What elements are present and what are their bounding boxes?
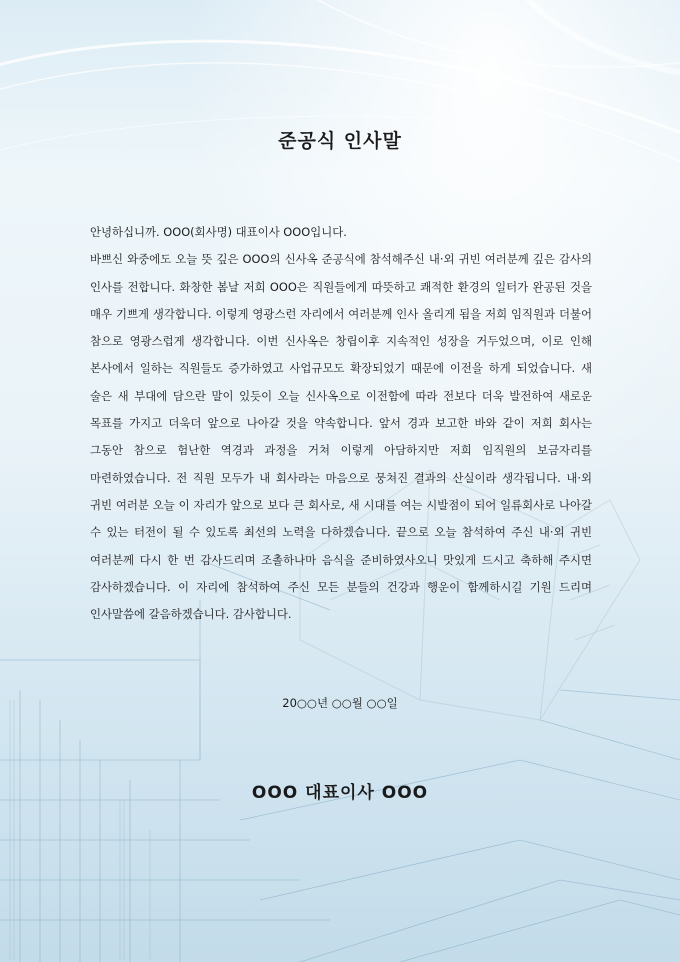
signature-line: OOO 대표이사 OOO (251, 783, 429, 803)
letter-body (90, 219, 592, 628)
date-line: 20○○년 ○○월 ○○일 (282, 696, 398, 710)
greeting-line: 안녕하십니까. OOO(회사명) 대표이사 OOO입니다. (90, 225, 347, 239)
body-paragraph: 바쁘신 와중에도 오늘 뜻 깊은 OOO의 신사옥 준공식에 참석해주신 내·외 귀빈 여러분께 깊은 감사의 인사를 전합니다. 화창한 봄날 저희 OOO은 직원들에게 따뜻하고 쾌적한 환경의 일터가 완공된 것을 매우 기쁘게 생각합니다. 이렇게 영광스런 자리에서 여러분께 인사 올리게 됨을 저희 임직원과 더불어 참으로 영광스럽게 생각합니다. 이번 신사옥은 창립이후 지속적인 성장을 거두었으며, 이로 인해 본사에서 일하는 직원들도 증가하였고 사업규모도 확장되었기 때문에 이전을 하게 되었습니다. 새 술은 새 부대에 담으란 말이 있듯이 오늘 신사옥으로 이전함에 따라 전보다 더욱 발전하여 새로운 목표를 가지고 더욱더 앞으로 나아갈 것을 약속합니다. 앞서 경과 보고한 바와 같이 저희 회사는 그동안 참으로 험난한 역경과 과정을 거쳐 이렇게 아담하지만 저희 임직원의 보금자리를 마련하였습니다. 전 직원 모두가 내 회사라는 마음으로 뭉쳐진 결과의 산실이라 생각됩니다. 내·외 귀빈 여러분 오늘 이 자리가 앞으로 보다 큰 회사로, 새 시대를 여는 시발점이 되어 일류회사로 나아갈 수 있는 터전이 될 수 있도록 최선의 노력을 다하겠습니다. 끝으로 오늘 참석하여 주신 내·외 귀빈 여러분께 다시 한 번 감사드리며 조촐하나마 음식을 준비하였사오니 맛있게 드시고 축하해 주시면 감사하겠습니다. 이 자리에 참석하여 주신 모든 분들의 건강과 행운이 함께하시길 기원 드리며 인사말씀에 갈음하겠습니다. 감사합니다. (90, 252, 592, 622)
document-title: 준공식 인사말 (278, 130, 402, 152)
